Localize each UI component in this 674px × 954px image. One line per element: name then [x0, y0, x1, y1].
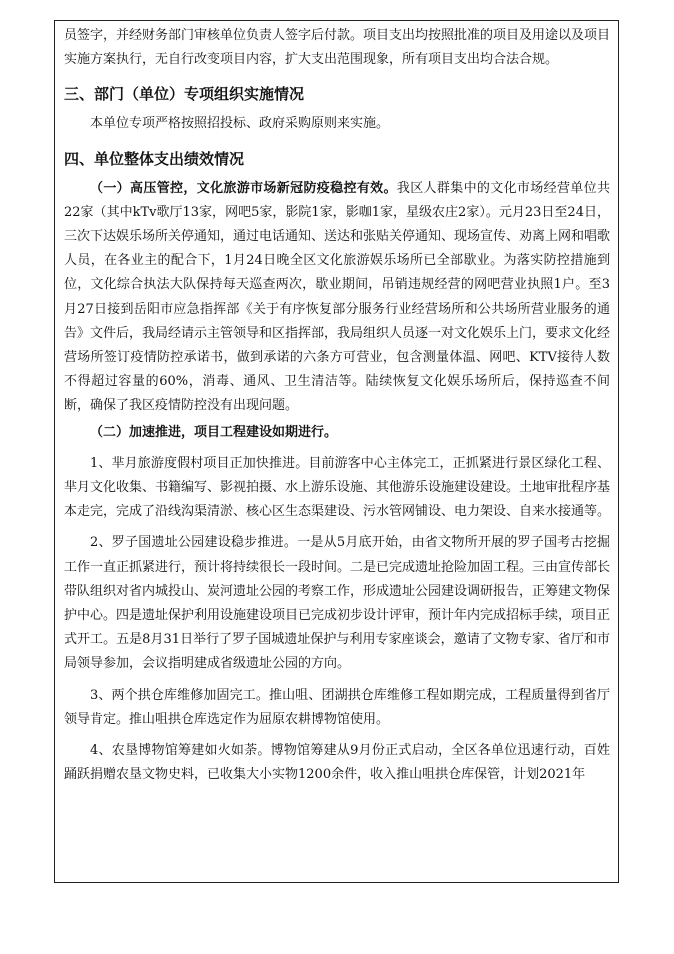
item-4: 4、农垦博物馆筹建如火如荼。博物馆筹建从9月份正式启动，全区各单位迅速行动，百姓踊跃捐赠农垦文物史料，已收集大小实物1200余件，收入推山咀拱仓库保管，计划2021年	[64, 743, 610, 783]
subsection-1-title: （一）高压管控，文化旅游市场新冠防疫稳控有效。	[90, 180, 397, 196]
item-2: 2、罗子国遗址公园建设稳步推进。一是从5月底开始，由省文物所开展的罗子国考古挖掘工作一直正抓紧进行，预计将持续很长一段时间。二是已完成遗址抢险加固工程。三由宣传部长带队组织对省内城投山、炭河遗址公园的考察工作，形成遗址公园建设调研报告，正筹建文物保护中心。四是遗址保护利用设施建设项目已完成初步设计评审，预计年内完成招标手续，项目正式开工。五是8月31日举行了罗子国城遗址保护与利用专家座谈会，邀请了文物专家、省厅和市局领导参加，会议指明建成省级遗址公园的方向。	[64, 535, 611, 672]
document-body	[64, 24, 610, 787]
section-heading-3: 三、部门（单位）专项组织实施情况	[64, 85, 305, 104]
subsection-2-title: （二）加速推进，项目工程建设如期进行。	[90, 424, 338, 440]
paragraph-section-3: 本单位专项严格按照招投标、政府采购原则来实施。	[90, 116, 390, 132]
subsection-1-body: 我区人群集中的文化市场经营单位共22家（其中kTv歌厅13家，网吧5家，影院1家，影咖1家，星级农庄2家）。元月23日至24日，三次下达娱乐场所关停通知，通过电话通知、送达和张贴关停通知、现场宣传、劝离上网和唱歌人员，在各业主的配合下，1月24日晚全区文化旅游娱乐场所已全部歇业。为落实防控措施到位，文化综合执法大队保持每天巡查两次，歇业期间，吊销违规经营的网吧营业执照1户。至3月27日接到岳阳市应急指挥部《关于有序恢复部分服务行业经营场所和公共场所营业服务的通告》文件后，我局经请示主管领导和区指挥部，我局组织人员逐一对文化娱乐上门，要求文化经营场所签订疫情防控承诺书，做到承诺的六条方可营业，包含测量体温、网吧、KTV接待人数不得超过容量的60%，消毒、通风、卫生清洁等。陆续恢复文化娱乐场所后，保持巡查不间断，确保了我区疫情防控没有出现问题。	[64, 180, 611, 414]
paragraph-subsection-1	[64, 177, 610, 419]
item-1: 1、芈月旅游度假村项目正加快推进。目前游客中心主体完工，正抓紧进行景区绿化工程、芈月文化收集、书籍编写、影视拍摄、水上游乐设施、其他游乐设施建设建设。土地审批程序基本走完，完成了沿线沟渠清淤、核心区生态渠建设、污水管网铺设、电力架设、自来水接通等。	[64, 455, 611, 520]
paragraph-continuation: 员签字，并经财务部门审核单位负责人签字后付款。项目支出均按照批准的项目及用途以及项目实施方案执行，无自行改变项目内容，扩大支出范围现象，所有项目支出均合法合规。	[64, 28, 611, 68]
item-3: 3、两个拱仓库维修加固完工。推山咀、团湖拱仓库维修工程如期完成，工程质量得到省厅领导肯定。推山咀拱仓库选定作为屈原农耕博物馆使用。	[64, 687, 610, 727]
section-heading-4: 四、单位整体支出绩效情况	[64, 149, 245, 168]
